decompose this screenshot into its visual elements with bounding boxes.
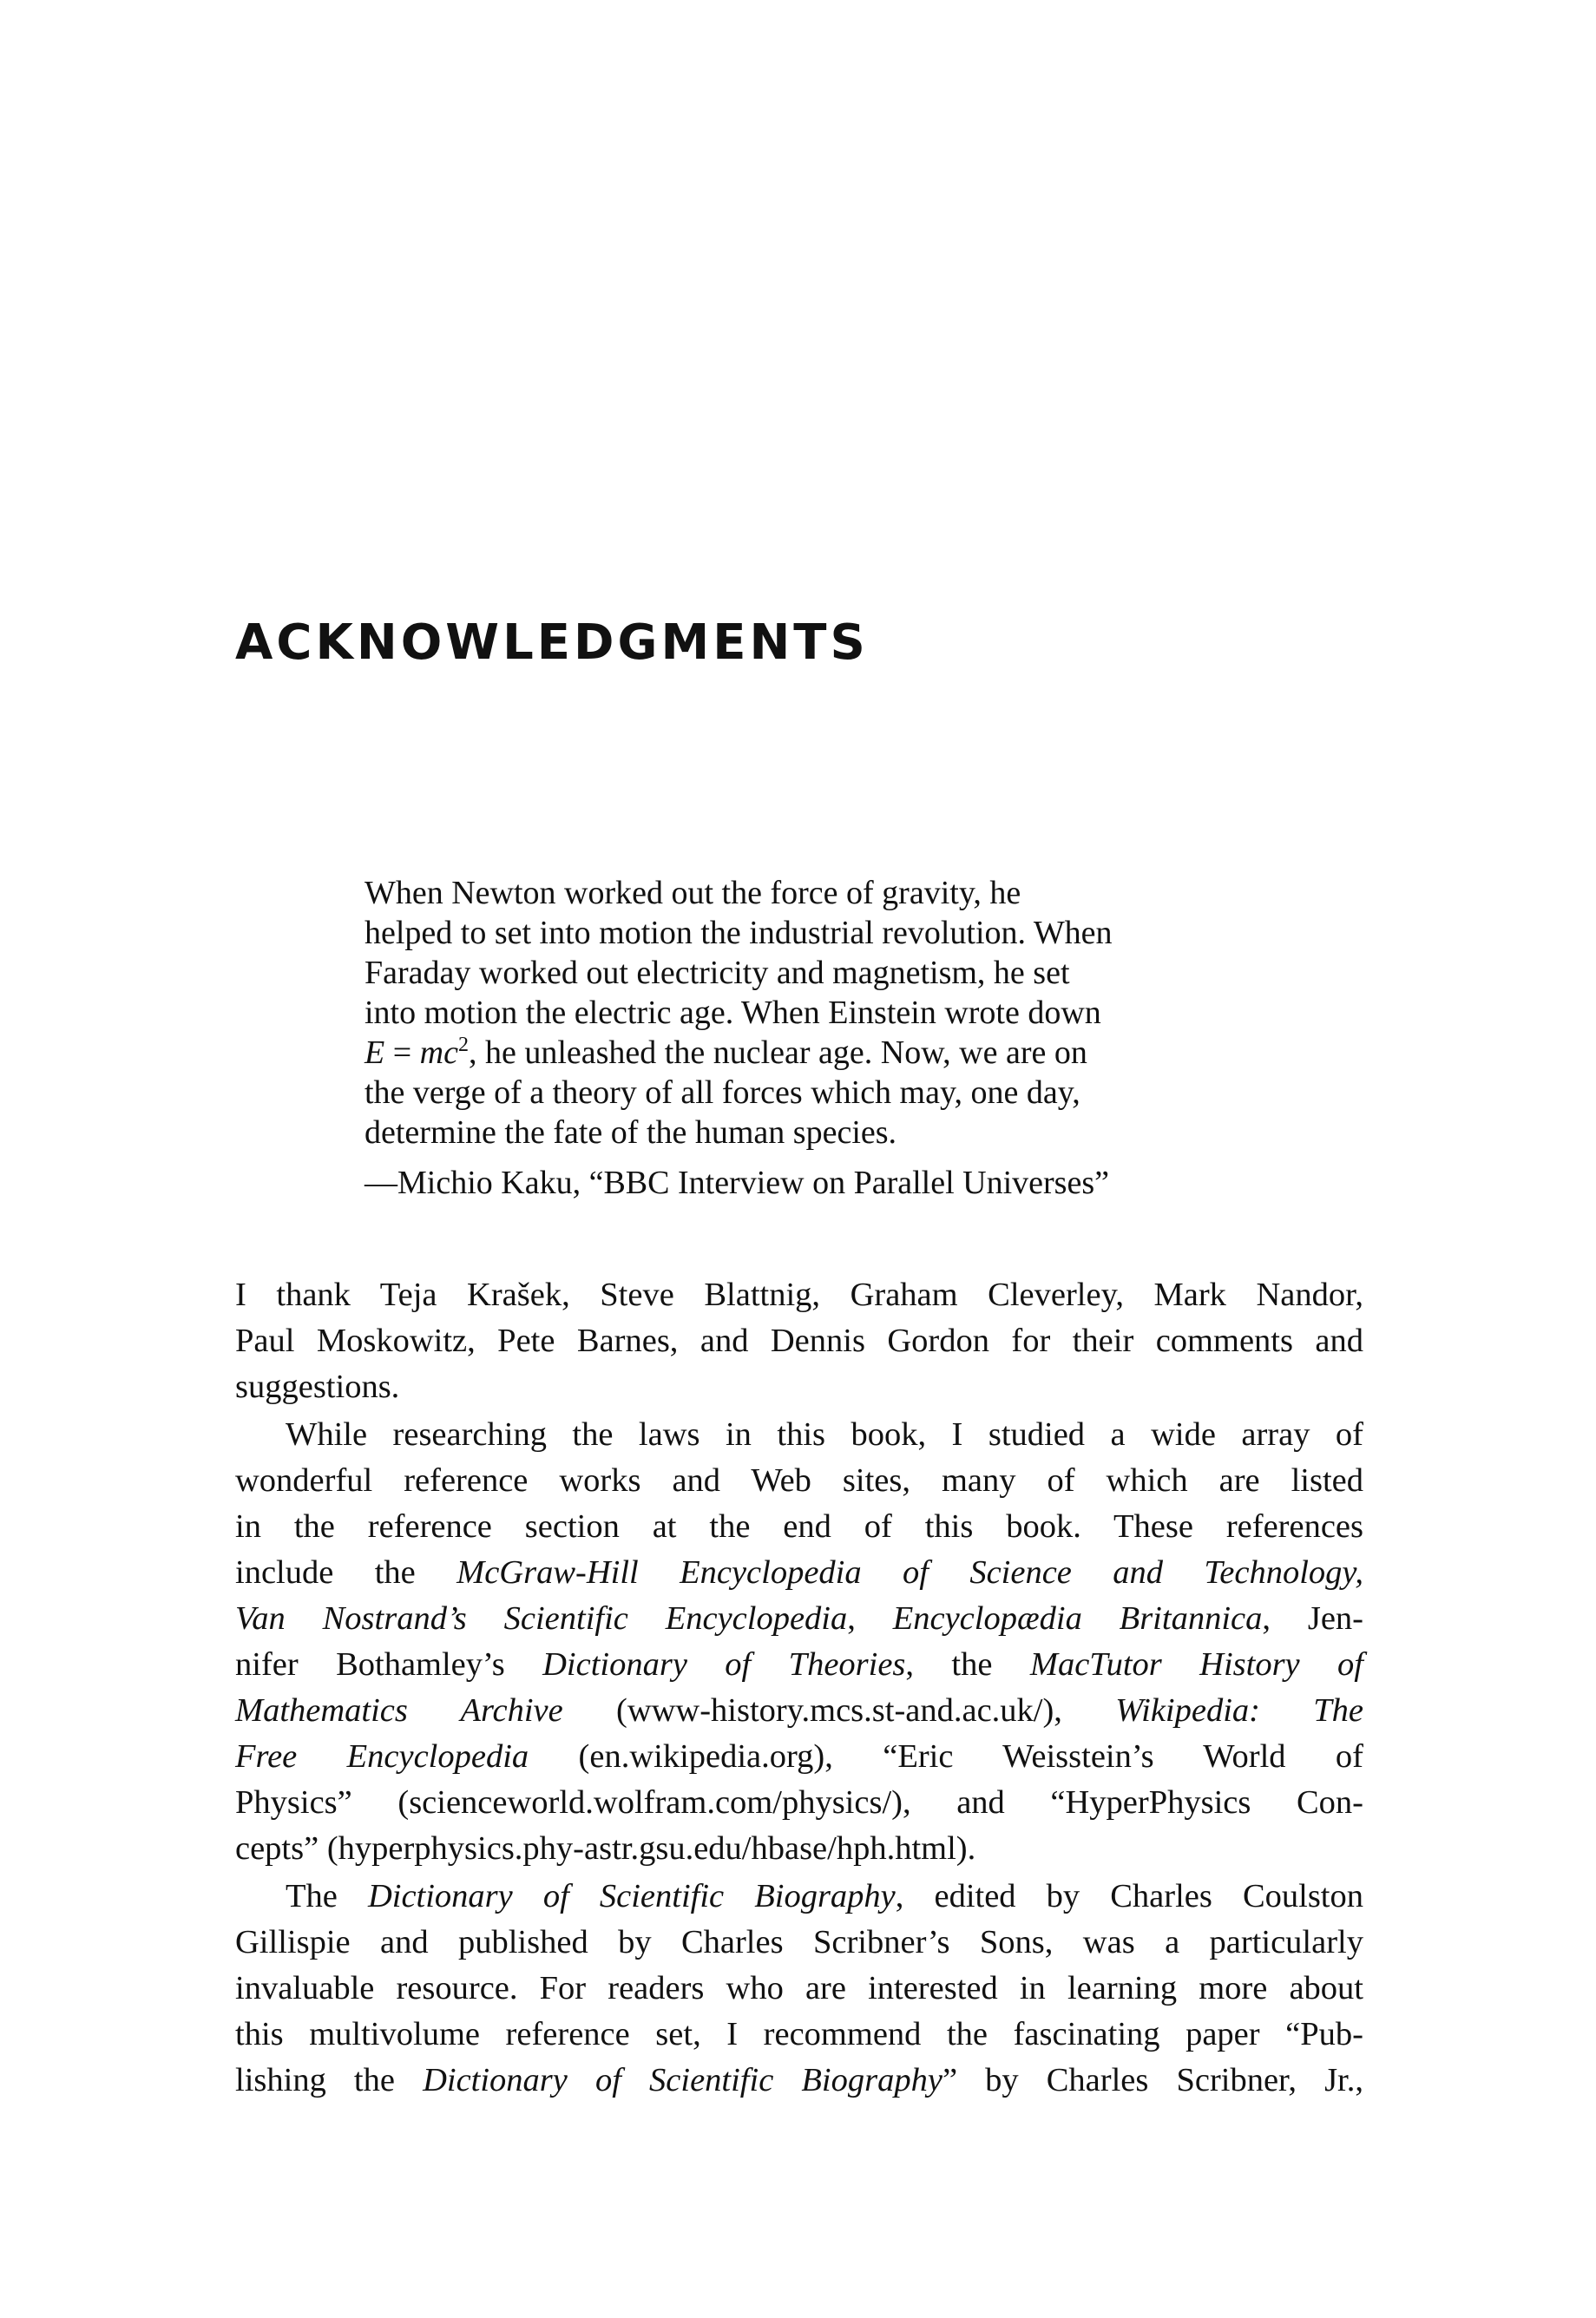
text-line: Physics” (scienceworld.wolfram.com/physics/), and “HyperPhysics Con- xyxy=(235,1784,1363,1821)
book-title: Encyclopædia Britannica xyxy=(892,1600,1263,1637)
paragraph-thanks xyxy=(235,1272,1363,1410)
text-run: nifer Bothamley’s xyxy=(235,1646,543,1683)
book-title: Van Nostrand’s Scientific Encyclopedia xyxy=(235,1600,848,1637)
text-line: invaluable resource. For readers who are interested in learning more about xyxy=(235,1970,1363,2006)
book-title: MacTutor History of xyxy=(1029,1646,1363,1683)
book-title: Wikipedia: The xyxy=(1115,1692,1363,1729)
text-line: While researching the laws in this book, I studied a wide array of xyxy=(286,1416,1363,1453)
text-line xyxy=(235,1596,1363,1642)
epigraph xyxy=(365,873,1230,1203)
text-run: (en.wikipedia.org), “Eric Weisstein’s World of xyxy=(529,1738,1363,1775)
epigraph-line-formula xyxy=(365,1033,1230,1073)
epigraph-line: into motion the electric age. When Einstein wrote down xyxy=(365,995,1101,1031)
text-run: (www-history.mcs.st-and.ac.uk/), xyxy=(562,1692,1116,1729)
text-run: lishing the xyxy=(235,2062,424,2098)
text-line xyxy=(235,1550,1363,1596)
book-title: Free Encyclopedia xyxy=(235,1738,529,1775)
text-run: , xyxy=(847,1600,893,1637)
text-run: , edited by Charles Coulston xyxy=(895,1878,1363,1914)
text-line: cepts” (hyperphysics.phy-astr.gsu.edu/hbase/hph.html). xyxy=(235,1830,976,1867)
text-run: ” by Charles Scribner, Jr., xyxy=(942,2062,1364,2098)
text-line: Gillispie and published by Charles Scribner’s Sons, was a particularly xyxy=(235,1924,1363,1960)
text-run: The xyxy=(286,1878,368,1914)
text-line xyxy=(235,1734,1363,1780)
text-line xyxy=(235,2058,1363,2104)
text-run: , Jen- xyxy=(1262,1600,1363,1637)
text-run: , the xyxy=(905,1646,1030,1683)
epigraph-line: determine the fate of the human species. xyxy=(365,1114,897,1151)
epigraph-quote xyxy=(365,873,1230,1152)
formula-e: E xyxy=(365,1034,385,1071)
formula-equals: = xyxy=(384,1034,420,1071)
formula-exponent: 2 xyxy=(457,1034,469,1056)
text-line: I thank Teja Krašek, Steve Blattnig, Graham Cleverley, Mark Nandor, xyxy=(235,1277,1363,1313)
book-title: Dictionary of Scientific Biography xyxy=(367,1878,896,1914)
text-line: Paul Moskowitz, Pete Barnes, and Dennis Gordon for their comments and xyxy=(235,1323,1363,1359)
formula-mc: mc xyxy=(419,1034,458,1071)
book-title: Dictionary of Scientific Biography xyxy=(423,2062,942,2098)
epigraph-line: helped to set into motion the industrial revolution. When xyxy=(365,915,1113,951)
epigraph-line: Faraday worked out electricity and magnetism, he set xyxy=(365,955,1070,991)
epigraph-attribution: —Michio Kaku, “BBC Interview on Parallel Universes” xyxy=(365,1165,1109,1201)
body-text xyxy=(235,1272,1363,2104)
book-title: Mathematics Archive xyxy=(235,1692,563,1729)
text-line: wonderful reference works and Web sites, many of which are listed xyxy=(235,1462,1363,1499)
book-title: Dictionary of Theories xyxy=(542,1646,906,1683)
text-line xyxy=(235,1688,1363,1734)
text-line: in the reference section at the end of this book. These references xyxy=(235,1508,1363,1545)
paragraph-dictionary xyxy=(235,1874,1363,2104)
book-title: McGraw-Hill Encyclopedia of Science and Technology, xyxy=(456,1554,1364,1591)
epigraph-line-rest: , he unleashed the nuclear age. Now, we are on xyxy=(468,1034,1087,1071)
text-run: include the xyxy=(235,1554,457,1591)
paragraph-references xyxy=(235,1412,1363,1872)
epigraph-line: the verge of a theory of all forces which may, one day, xyxy=(365,1074,1080,1111)
text-line: suggestions. xyxy=(235,1369,400,1405)
text-line xyxy=(235,1642,1363,1688)
text-line xyxy=(235,1874,1363,1920)
epigraph-line: When Newton worked out the force of gravity, he xyxy=(365,875,1021,911)
text-line: this multivolume reference set, I recommend the fascinating paper “Pub- xyxy=(235,2016,1363,2052)
chapter-title: ACKNOWLEDGMENTS xyxy=(235,614,869,671)
